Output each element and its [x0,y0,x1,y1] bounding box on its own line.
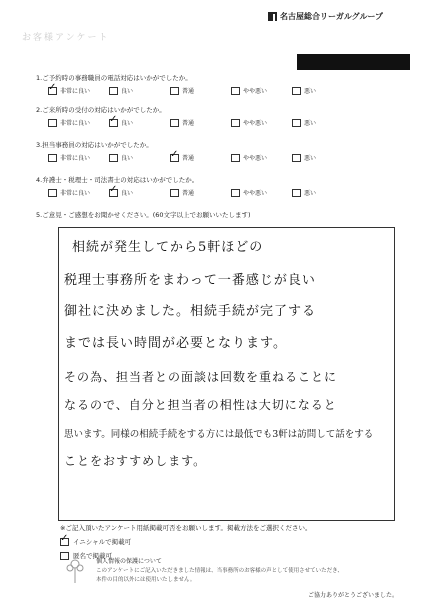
option-label: 非常に良い [60,190,91,197]
question-2-label: 2.ご来所時の受付の対応はいかがでしたか。 [36,106,166,114]
flower-decoration-icon [64,556,86,584]
option-label: 良い [121,155,134,162]
option-label: やや悪い [243,88,268,95]
question-4-options [48,188,353,197]
option-3[interactable] [231,153,292,162]
logo-mark-icon [268,12,277,21]
comment-line: なるので、自分と担当者の相性は大切になると [64,398,337,412]
logo-text: 名古屋総合リーガルグループ [280,12,384,21]
company-logo [268,11,383,22]
option-checkbox[interactable] [292,154,301,162]
option-4[interactable] [292,86,353,95]
question-1-label: 1.ご予約時の事務職員の電話対応はいかがでしたか。 [36,74,192,82]
option-2[interactable] [170,86,231,95]
privacy-text: 本件の目的以外には使用いたしません。 [96,577,196,583]
option-label: 悪い [304,190,317,197]
option-1[interactable] [109,118,170,127]
option-3[interactable] [231,188,292,197]
option-label: 普通 [182,155,195,162]
question-4-label: 4.弁護士・税理士・司法書士の対応はいかがでしたか。 [36,176,199,184]
question-2-options [48,118,353,127]
question-3-options [48,153,353,162]
option-checkbox[interactable] [231,154,240,162]
option-checkbox[interactable] [48,154,57,162]
redaction-block [297,54,410,70]
option-2[interactable] [170,153,231,162]
option-0[interactable] [48,153,109,162]
publication-option-label: 匿名で掲載可 [73,552,112,560]
comment-line: 相続が発生してから5軒ほどの [72,240,264,255]
option-label: 悪い [304,88,317,95]
publication-option-label: イニシャルで掲載可 [73,538,132,546]
comment-line: 思います。同様の相続手続をする方には最低でも3軒は訪問して話をする [64,429,374,440]
option-label: 普通 [182,190,195,197]
option-1[interactable] [109,188,170,197]
option-checkbox[interactable] [109,189,118,197]
option-0[interactable] [48,188,109,197]
question-5-label: 5.ご意見・ご感想をお聞かせください。(60文字以上でお願いいたします) [36,211,251,219]
publication-option-initials[interactable] [60,537,131,546]
option-label: やや悪い [243,155,268,162]
option-checkbox[interactable] [292,189,301,197]
comment-line: までは長い時間が必要となります。 [64,336,287,351]
option-2[interactable] [170,188,231,197]
option-checkbox[interactable] [48,87,57,95]
privacy-text: このアンケートにご記入いただきました情報は、当事務所のお客様の声として使用させていただき、 [96,568,343,574]
option-label: 良い [121,88,134,95]
option-label: 非常に良い [60,155,91,162]
survey-title: お客様アンケート [22,33,110,43]
option-checkbox[interactable] [292,87,301,95]
comment-line: その為、担当者との面談は回数を重ねることに [64,370,338,384]
option-0[interactable] [48,86,109,95]
option-3[interactable] [231,86,292,95]
option-2[interactable] [170,118,231,127]
option-1[interactable] [109,153,170,162]
option-label: 非常に良い [60,88,91,95]
option-checkbox[interactable] [231,119,240,127]
option-label: 普通 [182,120,195,127]
option-4[interactable] [292,188,353,197]
option-checkbox[interactable] [48,119,57,127]
option-checkbox[interactable] [109,87,118,95]
option-label: 悪い [304,120,317,127]
option-label: やや悪い [243,190,268,197]
initials-checkbox[interactable] [60,538,69,546]
option-checkbox[interactable] [231,87,240,95]
option-checkbox[interactable] [170,189,179,197]
comment-line: 御社に決めました。相続手続が完了する [64,304,317,319]
option-3[interactable] [231,118,292,127]
option-label: 普通 [182,88,195,95]
option-label: 良い [121,190,134,197]
option-checkbox[interactable] [231,189,240,197]
publication-title: ※ご記入頂いたアンケート用紙掲載可否をお願いします。掲載方法をご選択ください。 [60,524,312,532]
option-checkbox[interactable] [170,119,179,127]
option-label: 非常に良い [60,120,91,127]
option-checkbox[interactable] [170,87,179,95]
option-checkbox[interactable] [109,119,118,127]
question-1-options [48,86,353,95]
comment-line: 税理士事務所をまわって一番感じが良い [64,273,316,288]
option-0[interactable] [48,118,109,127]
question-3-label: 3.担当事務員の対応はいかがでしたか。 [36,141,153,149]
option-checkbox[interactable] [109,154,118,162]
option-checkbox[interactable] [170,154,179,162]
thanks-text: ご協力ありがとうございました。 [308,592,399,599]
option-checkbox[interactable] [292,119,301,127]
option-checkbox[interactable] [48,189,57,197]
option-4[interactable] [292,118,353,127]
option-1[interactable] [109,86,170,95]
privacy-title: 個人情報の保護について [96,558,162,565]
comment-line: ことをおすすめします。 [64,454,207,468]
option-4[interactable] [292,153,353,162]
option-label: 良い [121,120,134,127]
option-label: 悪い [304,155,317,162]
option-label: やや悪い [243,120,268,127]
